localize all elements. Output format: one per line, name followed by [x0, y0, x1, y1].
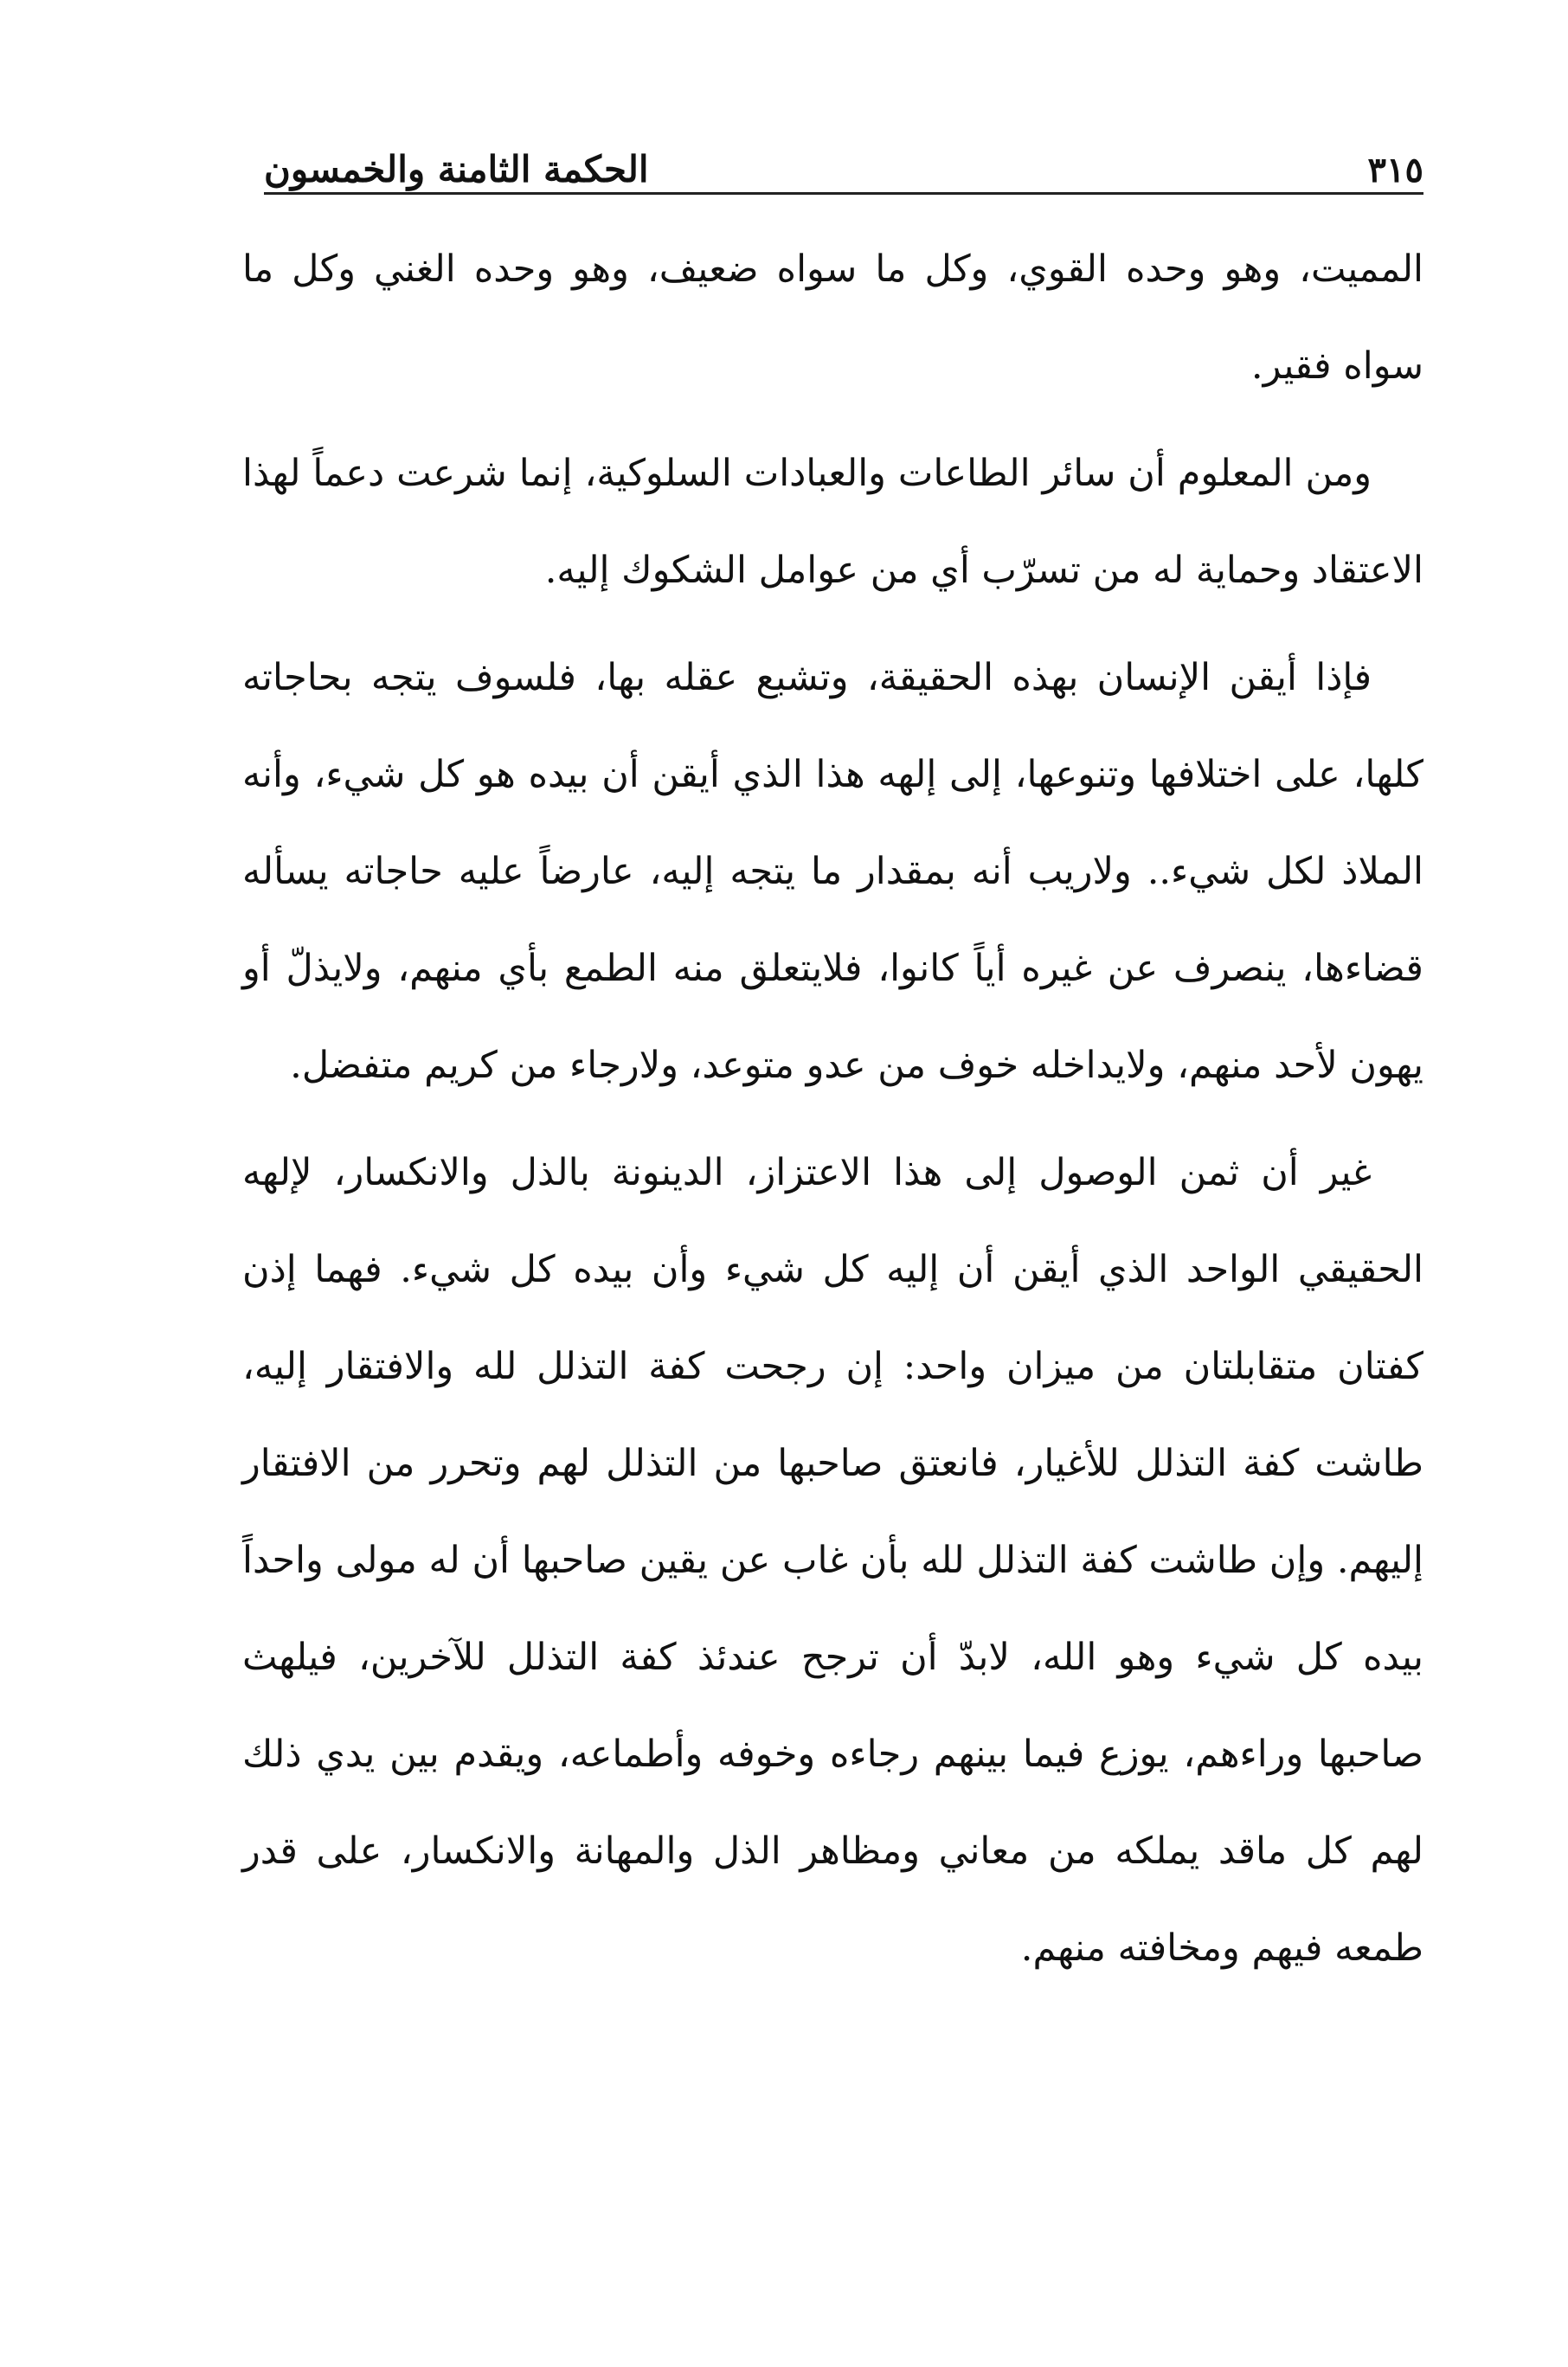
- body-text: [242, 221, 1423, 1997]
- paragraph-2: ومن المعلوم أن سائر الطاعات والعبادات السلوكية، إنما شرعت دعماً لهذا الاعتقاد وحماية له من تسرّب أي من عوامل الشكوك إليه.: [242, 452, 1423, 592]
- running-title: الحكمة الثامنة والخمسون: [264, 148, 649, 190]
- paragraph-4: غير أن ثمن الوصول إلى هذا الاعتزاز، الدينونة بالذل والانكسار، لإلهه الحقيقي الواحد الذي أيقن أن إليه كل شيء وأن بيده كل شيء. فهما إذن كفتان متقابلتان من ميزان واحد: إن رجحت كفة التذلل لله والافتقار إليه، طاشت كفة التذلل للأغيار، فانعتق صاحبها من التذلل لهم وتحرر من الافتقار إليهم. وإن طاشت كفة التذلل لله بأن غاب عن يقين صاحبها أن له مولى واحداً بيده كل شيء وهو الله، لابدّ أن ترجح عندئذ كفة التذلل للآخرين، فيلهث صاحبها وراءهم، يوزع فيما بينهم رجاءه وخوفه وأطماعه، ويقدم بين يدي ذلك لهم كل ماقد يملكه من معاني ومظاهر الذل والمهانة والانكسار، على قدر طمعه فيهم ومخافته منهم.: [242, 1151, 1423, 1970]
- page-number: ٣١٥: [1367, 150, 1423, 190]
- header-divider: [264, 192, 1423, 195]
- paragraph-1: المميت، وهو وحده القوي، وكل ما سواه ضعيف، وهو وحده الغني وكل ما سواه فقير.: [242, 248, 1423, 388]
- paragraph-3: فإذا أيقن الإنسان بهذه الحقيقة، وتشبع عقله بها، فلسوف يتجه بحاجاته كلها، على اختلافها وتنوعها، إلى إلهه هذا الذي أيقن أن بيده هو كل شيء، وأنه الملاذ لكل شيء.. ولاريب أنه بمقدار ما يتجه إليه، عارضاً عليه حاجاته يسأله قضاءها، ينصرف عن غيره أياً كانوا، فلايتعلق منه الطمع بأي منهم، ولايذلّ أو يهون لأحد منهم، ولايداخله خوف من عدو متوعد، ولارجاء من كريم متفضل.: [242, 656, 1423, 1087]
- page-header: [264, 121, 1423, 190]
